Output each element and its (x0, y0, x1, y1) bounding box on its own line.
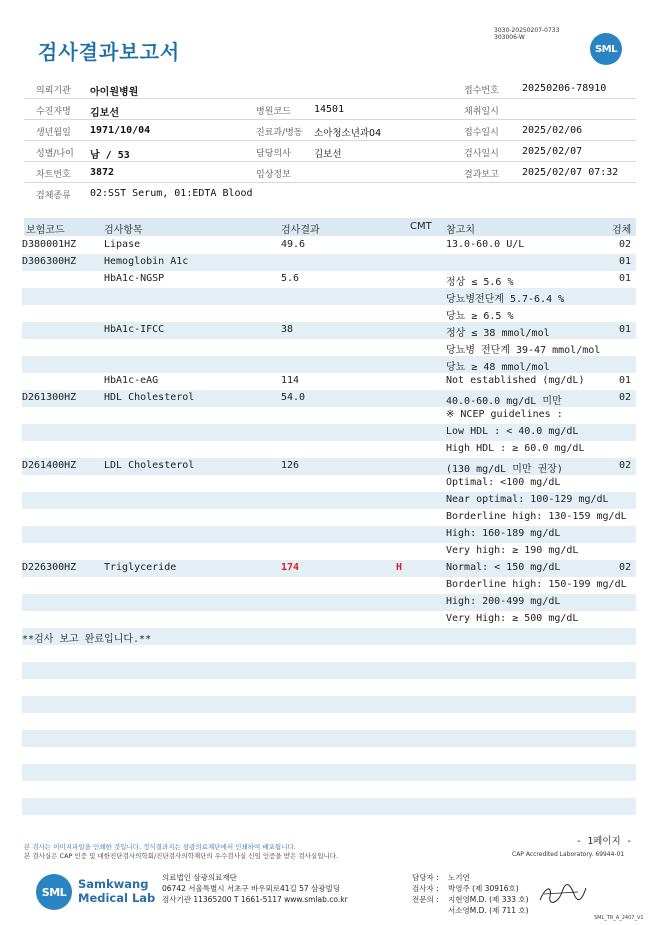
table-row-empty (22, 730, 636, 747)
staff-label-1: 담당자 : (412, 873, 439, 882)
cell-ref: Very High: ≥ 500 mg/dL (446, 613, 579, 624)
cell-result: 54.0 (281, 392, 306, 403)
col-name: 검사항목 (104, 225, 143, 236)
doc-number-line-2: 303006-W (494, 34, 525, 41)
table-row (22, 339, 636, 356)
cell-name: HbA1c-NGSP (104, 273, 165, 284)
receipt-date-value: 2025/02/06 (522, 125, 583, 136)
cell-name: Lipase (104, 239, 141, 250)
cell-ref: 13.0-60.0 U/L (446, 239, 525, 250)
patient-value: 김보선 (90, 108, 119, 119)
cell-spec: 01 (619, 273, 632, 284)
cell-ref: Optimal: <100 mg/dL (446, 477, 561, 488)
table-row (22, 458, 636, 475)
header-row-chart (24, 162, 636, 183)
cell-ref: Borderline high: 130-159 mg/dL (446, 511, 627, 522)
results-table-header (24, 218, 636, 236)
receipt-no-label: 접수번호 (464, 86, 499, 96)
staff-label-2: 검사자 : (412, 884, 439, 893)
table-row (22, 543, 636, 560)
hospital-code-label: 병원코드 (256, 107, 291, 117)
report-date-value: 2025/02/07 07:32 (522, 167, 619, 178)
brand-line-2: Medical Lab (78, 891, 156, 905)
col-specimen: 검체 (612, 225, 632, 236)
cell-ref: 당뇨병 전단계 39-47 mmol/mol (446, 345, 601, 356)
sex-age-label: 성별/나이 (36, 149, 74, 159)
chart-value: 3872 (90, 167, 115, 178)
institution-info (162, 872, 348, 905)
cell-result: 5.6 (281, 273, 300, 284)
cell-spec: 02 (619, 562, 632, 573)
table-row (22, 560, 636, 577)
cell-name: Hemoglobin A1c (104, 256, 189, 267)
cell-result: 49.6 (281, 239, 306, 250)
cell-name: HbA1c-eAG (104, 375, 159, 386)
table-row-empty (22, 764, 636, 781)
staff-value-1: 노기연 (448, 873, 470, 882)
receipt-no-value: 20250206-78910 (522, 83, 607, 94)
doctor-label: 담당의사 (256, 149, 291, 159)
cell-ref: 40.0-60.0 mg/dL 미만 (446, 396, 562, 407)
table-row (22, 577, 636, 594)
specimen-value: 02:SST Serum, 01:EDTA Blood (90, 188, 253, 199)
cell-code: D261300HZ (22, 392, 77, 403)
form-code: SML_TR_A_2407_V1 (594, 915, 644, 921)
footer-note-print: 본 검사는 이미지파일을 인쇄한 것입니다. 정식결과지는 삼광의료재단에서 인쇄하여 배포됩니다. (24, 843, 296, 851)
header-row-sex-age (24, 141, 636, 162)
table-row-empty (22, 696, 636, 713)
cell-result: 38 (281, 324, 294, 335)
cell-ref: 정상 ≤ 38 mmol/mol (446, 328, 550, 339)
col-code: 보험코드 (26, 225, 65, 236)
cell-spec: 02 (619, 392, 632, 403)
cell-ref: Borderline high: 150-199 mg/dL (446, 579, 627, 590)
institution-value: 아이원병원 (90, 87, 139, 98)
cell-ref: Near optimal: 100-129 mg/dL (446, 494, 609, 505)
table-row-empty (22, 747, 636, 764)
cell-spec: 02 (619, 460, 632, 471)
table-row (22, 373, 636, 390)
cap-accreditation: CAP Accredited Laboratory. 69944-01 (512, 851, 625, 858)
table-row-empty (22, 645, 636, 662)
patient-label: 수진자명 (36, 107, 71, 117)
cell-result: 126 (281, 460, 300, 471)
staff-label-3: 전문의 : (412, 895, 439, 904)
signature-image (538, 880, 588, 908)
table-row (22, 237, 636, 254)
clinical-label: 임상정보 (256, 170, 291, 180)
brand-line-1: Samkwang (78, 877, 149, 891)
doctor-value: 김보선 (314, 149, 342, 160)
dept-label: 진료과/병동 (256, 128, 303, 138)
staff-value-3: 지현영M.D. (제 333 호) (448, 895, 529, 904)
table-row (22, 288, 636, 305)
table-row-empty (22, 679, 636, 696)
header-row-patient (24, 99, 636, 120)
doc-number-line-1: 3030-20250207-0733 (494, 27, 560, 34)
staff-value-2: 박영주 (제 30916호) (448, 884, 519, 893)
cell-ref: High HDL : ≥ 60.0 mg/dL (446, 443, 585, 454)
dob-label: 생년월일 (36, 128, 71, 138)
inst-line-3: 검사기관 11365200 T 1661-5117 www.smlab.co.kr (162, 895, 348, 904)
col-ref: 참고치 (446, 225, 475, 236)
cell-ref: Normal: < 150 mg/dL (446, 562, 561, 573)
cell-ref: 당뇨 ≥ 48 mmol/mol (446, 362, 550, 373)
cell-spec: 01 (619, 256, 632, 267)
cell-name: HDL Cholesterol (104, 392, 195, 403)
cell-ref: ※ NCEP guidelines : (446, 409, 563, 420)
dob-value: 1971/10/04 (90, 125, 151, 136)
table-row (22, 271, 636, 288)
table-row (22, 356, 636, 373)
cell-ref: 당뇨 ≥ 6.5 % (446, 311, 514, 322)
report-title: 검사결과보고서 (38, 40, 181, 64)
table-row (22, 509, 636, 526)
cell-code: **검사 보고 완료입니다.** (22, 634, 152, 645)
table-row (22, 594, 636, 611)
cell-spec: 02 (619, 239, 632, 250)
cell-result: 174 (281, 562, 300, 573)
table-row (22, 254, 636, 271)
chart-label: 차트번호 (36, 170, 71, 180)
cell-ref: High: 200-499 mg/dL (446, 596, 561, 607)
cell-ref: (130 mg/dL 미만 권장) (446, 464, 563, 475)
col-result: 검사결과 (281, 225, 320, 236)
table-row (22, 611, 636, 628)
cell-ref: Low HDL : < 40.0 mg/dL (446, 426, 579, 437)
cell-code: D226300HZ (22, 562, 77, 573)
table-row (22, 628, 636, 645)
header-row-institution (24, 78, 636, 99)
table-row-empty (22, 781, 636, 798)
institution-label: 의뢰기관 (36, 86, 71, 96)
specimen-label: 검체종류 (36, 191, 71, 201)
cell-name: HbA1c-IFCC (104, 324, 165, 335)
inst-line-1: 의료법인 삼광의료재단 (162, 873, 237, 882)
table-row (22, 526, 636, 543)
table-row (22, 475, 636, 492)
table-row-empty (22, 662, 636, 679)
table-row (22, 424, 636, 441)
header-row-dob (24, 120, 636, 141)
cell-code: D306300HZ (22, 256, 77, 267)
sex-age-value: 남 / 53 (90, 150, 130, 161)
test-date-value: 2025/02/07 (522, 146, 583, 157)
collect-label: 채취일시 (464, 107, 499, 117)
footer-note-cap: 본 검사실은 CAP 인증 및 대한진단검사의학회/진단검사의학재단의 우수검사실 신임 인증을 받은 검사실입니다. (24, 852, 339, 860)
cell-ref: 당뇨병전단계 5.7-6.4 % (446, 294, 565, 305)
cell-ref: High: 160-189 mg/dL (446, 528, 561, 539)
table-row (22, 322, 636, 339)
sml-logo: SML (590, 33, 622, 65)
document-number (494, 27, 559, 41)
table-row (22, 441, 636, 458)
header-row-specimen (24, 183, 636, 204)
table-row-empty (22, 815, 636, 832)
table-row (22, 305, 636, 322)
brand-name (78, 877, 155, 905)
cell-ref: Not established (mg/dL) (446, 375, 585, 386)
samkwang-logo: SML (36, 874, 72, 910)
cell-spec: 01 (619, 375, 632, 386)
cell-ref: 정상 ≤ 5.6 % (446, 277, 514, 288)
hospital-code-value: 14501 (314, 104, 345, 115)
page-number: - 1페이지 - (576, 836, 633, 847)
table-row (22, 492, 636, 509)
cell-cmt: H (396, 562, 403, 573)
table-row (22, 390, 636, 407)
inst-line-2: 06742 서울특별시 서초구 바우뫼로41길 57 삼광빌딩 (162, 884, 341, 893)
staff-value-4: 서소영M.D. (제 711 호) (448, 906, 529, 915)
report-date-label: 결과보고 (464, 170, 499, 180)
cell-name: Triglyceride (104, 562, 177, 573)
staff-info (412, 872, 529, 916)
receipt-date-label: 접수일시 (464, 128, 499, 138)
cell-code: D261400HZ (22, 460, 77, 471)
table-row-empty (22, 713, 636, 730)
cell-code: D380001HZ (22, 239, 77, 250)
table-row (22, 407, 636, 424)
dept-value: 소아청소년과04 (314, 128, 382, 139)
cell-spec: 01 (619, 324, 632, 335)
col-cmt: CMT (410, 221, 432, 232)
cell-name: LDL Cholesterol (104, 460, 195, 471)
cell-ref: Very high: ≥ 190 mg/dL (446, 545, 579, 556)
cell-result: 114 (281, 375, 300, 386)
test-date-label: 검사일시 (464, 149, 499, 159)
table-row-empty (22, 798, 636, 815)
